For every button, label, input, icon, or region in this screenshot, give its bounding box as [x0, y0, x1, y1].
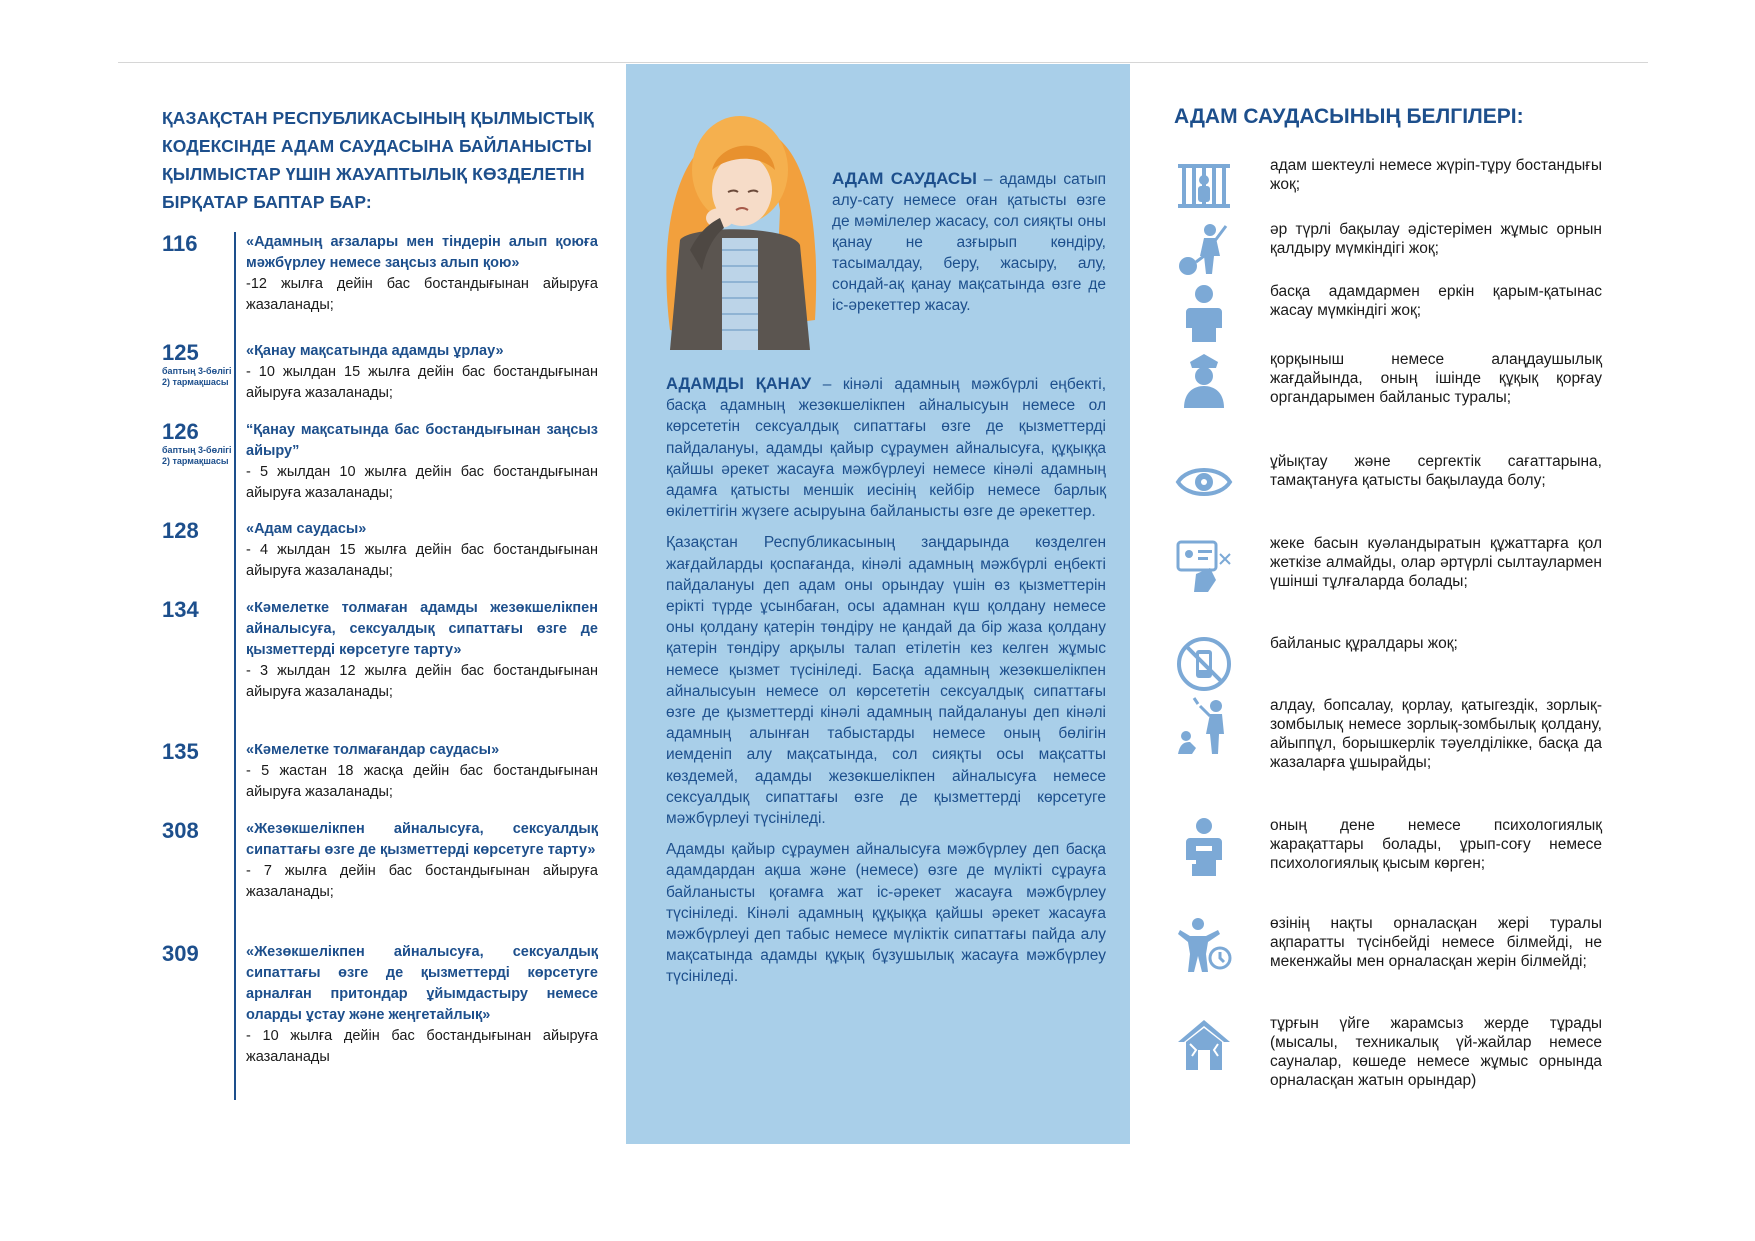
article-number: 135 — [162, 739, 199, 764]
article-penalty: - 5 жастан 18 жасқа дейін бас бостандығынан айыруға жазаланады; — [246, 763, 598, 800]
article-penalty: - 5 жылдан 10 жылға дейін бас бостандығынан айыруға жазаланады; — [246, 464, 598, 501]
articles-list — [162, 232, 600, 1102]
eye-icon — [1174, 452, 1234, 512]
id-document-icon — [1174, 534, 1234, 594]
article-number: 134 — [162, 597, 199, 622]
sign-text: ұйықтау және сергектік сағаттарына, тамақтануға қатысты бақылауда болу; — [1270, 453, 1602, 489]
article-penalty: -12 жылға дейін бас бостандығынан айыруға жазаланады; — [246, 276, 598, 313]
police-officer-icon — [1174, 350, 1234, 410]
article-308 — [162, 819, 600, 903]
article-title: «Адам саудасы» — [246, 521, 367, 537]
top-divider — [118, 62, 1648, 63]
article-title: «Жезөкшелікпен айналысуға, сексуалдық сипаттағы өзге де қызметтерді көрсетуге тарту» — [246, 821, 598, 858]
article-title: «Адамның ағзалары мен тіндерін алып қоюға мәжбүрлеу немесе заңсыз алып қою» — [246, 234, 598, 271]
article-title: “Қанау мақсатында бас бостандығынан заңсыз айыру” — [246, 422, 598, 459]
injured-person-icon — [1174, 816, 1234, 876]
article-title: «Қанау мақсатында адамды ұрлау» — [246, 343, 504, 359]
article-126 — [162, 420, 600, 504]
damaged-house-icon — [1174, 1014, 1234, 1074]
crying-girl-illustration — [650, 110, 826, 354]
article-penalty: - 10 жылдан 15 жылға дейін бас бостандығынан айыруға жазаланады; — [246, 364, 598, 401]
article-116 — [162, 232, 600, 316]
article-title: «Жезөкшелікпен айналысуға, сексуалдық сипаттағы өзге де қызметтерді көрсетуге арналған притондар ұйымдастыру немесе оларды ұстау және жеңгетайлық» — [246, 944, 598, 1023]
article-penalty: - 10 жылға дейін бас бостандығынан айыруға жазаланады — [246, 1028, 598, 1065]
article-128 — [162, 519, 600, 582]
article-125 — [162, 341, 600, 404]
article-309 — [162, 942, 600, 1068]
bars-icon — [1174, 156, 1234, 216]
sign-text: оның дене немесе психологиялық жарақаттары болады, ұрып-соғу немесе психологиялық қысым көрген; — [1270, 817, 1602, 872]
article-number: 309 — [162, 941, 199, 966]
article-penalty: - 7 жылға дейін бас бостандығынан айыруға жазаланады; — [246, 863, 598, 900]
no-phone-icon — [1174, 634, 1234, 694]
article-title: «Кәмелетке толмағандар саудасы» — [246, 742, 500, 758]
sign-text: әр түрлі бақылау әдістерімен жұмыс орнын қалдыру мүмкіндігі жоқ; — [1270, 221, 1602, 257]
sign-text: жеке басын куәландыратын құжаттарға қол жеткізе алмайды, олар әртүрлі сылтаулармен үшінші тұлғаларда болады; — [1270, 535, 1602, 590]
definition-text: – адамды сатып алу-сату немесе оған қатысты өзге де мәмілелер жасасу, сол сияқты оны қанау не азғырып көндіру, тасымалдау, беру, жасыру, алу, сондай-ақ қанау мақсатында өзге де іс-әрекеттер жасау. — [832, 171, 1106, 314]
human-trafficking-definition — [832, 168, 1106, 316]
article-number: 116 — [162, 231, 198, 256]
lost-person-icon — [1174, 914, 1234, 974]
sign-text: байланыс құралдары жоқ; — [1270, 635, 1458, 652]
definition-text: – кінәлі адамның мәжбүрлі еңбекті, басқа адамның жезөкшелікпен айналысуын немесе ол көрсететін сексуалдық сипаттағы өзге де қызметтерді пайдалануы, адамды қайыр сұраумен айналысуға, құқыққа қайшы әрекет жасауға мәжбүрлеуі немесе кінәлі адамның адамға қатысты меншік иесінің кейбір немесе барлық өкілеттігін жүзеге асыруына байланысты өзге де әрекеттер. — [666, 376, 1106, 521]
article-134 — [162, 598, 600, 703]
signs-heading: АДАМ САУДАСЫНЫҢ БЕЛГІЛЕРІ: — [1174, 105, 1524, 128]
exploitation-definitions — [666, 374, 1106, 998]
article-number: 308 — [162, 818, 199, 843]
criminal-code-column — [162, 104, 600, 1065]
article-penalty: - 4 жылдан 15 жылға дейін бас бостандығынан айыруға жазаланады; — [246, 542, 598, 579]
article-number: 125 — [162, 340, 199, 365]
article-note: баптың 3-бөлігі 2) тармақшасы — [162, 366, 232, 387]
term-human-trafficking: АДАМ САУДАСЫ — [832, 169, 977, 188]
article-note: баптың 3-бөлігі 2) тармақшасы — [162, 445, 232, 466]
article-penalty: - 3 жылдан 12 жылға дейін бас бостандығынан айыруға жазаланады; — [246, 663, 598, 700]
sign-text: қорқыныш немесе алаңдаушылық жағдайында, оның ішінде құқық қорғау органдарымен байланыс туралы; — [1270, 351, 1602, 406]
sign-text: тұрғын үйге жарамсыз жерде тұрады (мысалы, техникалық үй-жайлар немесе сауналар, көшеде немесе жұмыс орнында орналасқан жатын орындар) — [1270, 1015, 1602, 1089]
forced-labor-paragraph: Қазақстан Республикасының заңдарында көзделген жағдайларды қоспағанда, кінәлі адамның мәжбүрлі еңбекті пайдалануы деп адам оны орындау үшін өз қызметтерін ерікті түрде ұсынбаған, осы адамнан күш қолдану немесе оны қолдану қатерін төндіру не қандай да бір жаза қолдану қатерін төндіру арқылы талап етілетін кез келген жұмыс немесе қызмет түсініледі. Басқа адамның жезөкшелікпен айналысуын немесе ол көрсететін сексуалдық сипаттағы өзге де қызметтерді кінәлі адамның пайдалануы деп кінәлі адамның алынған табыстарды немесе оның бөлігін иемденіп алу мақсатында, сол сияқты осы мақсатты көздемей, адамды жезөкшелікпен айналысуға немесе сексуалдық сипаттағы өзге де қызметтерді көрсетуге мәжбүрлеуі түсініледі. — [666, 534, 1106, 828]
sign-text: алдау, бопсалау, қорлау, қатыгездік, зорлық- зомбылық немесе зорлық-зомбылық қолдану, айыппұл, борышкерлік тәуелділікке, басқа да жазаларға ұшырайды; — [1270, 697, 1602, 771]
sign-text: өзінің нақты орналасқан жері туралы ақпаратты түсінбейді немесе білмейді, не мекенжайы мен орналасқан жерін білмейді; — [1270, 915, 1602, 970]
criminal-code-heading: ҚАЗАҚСТАН РЕСПУБЛИКАСЫНЫҢ ҚЫЛМЫСТЫҚ КОДЕКСІНДЕ АДАМ САУДАСЫНА БАЙЛАНЫСТЫ ҚЫЛМЫСТАР ҮШІН ЖАУАПТЫЛЫҚ КӨЗДЕЛЕТІН БІРҚАТАР БАПТАР БАР: — [162, 108, 594, 212]
sign-text: басқа адамдармен еркін қарым-қатынас жасау мүмкіндігі жоқ; — [1270, 283, 1602, 319]
exploitation-paragraph — [666, 374, 1106, 522]
person-icon — [1174, 282, 1234, 342]
shackled-worker-icon — [1174, 220, 1234, 280]
article-number: 128 — [162, 518, 199, 543]
article-135 — [162, 740, 600, 803]
sign-text: адам шектеулі немесе жүріп-тұру бостандығы жоқ; — [1270, 157, 1602, 193]
violence-icon — [1174, 696, 1234, 756]
forced-begging-paragraph: Адамды қайыр сұраумен айналысуға мәжбүрлеу деп басқа адамдардан ақша және (немесе) өзге де мүлікті сұрауға байланысты қоғамға жат іс-әрекет жасауға мәжбүрлеу түсініледі. Кінәлі адамның құқыққа қайшы әрекет жасауға мәжбүрлеуі деп табыс немесе мүліктік сипаттағы пайда алу мақсатында адамды құқық бұзушылық жасауға мәжбүрлеу түсініледі. — [666, 841, 1106, 986]
definitions-panel — [626, 64, 1130, 1144]
article-number: 126 — [162, 419, 199, 444]
term-exploitation: АДАМДЫ ҚАНАУ — [666, 375, 812, 393]
signs-column — [1174, 104, 1602, 1089]
article-title: «Кәмелетке толмаған адамды жезөкшелікпен айналысуға, сексуалдық сипаттағы өзге де қызметтерді көрсетуге тарту» — [246, 600, 598, 658]
